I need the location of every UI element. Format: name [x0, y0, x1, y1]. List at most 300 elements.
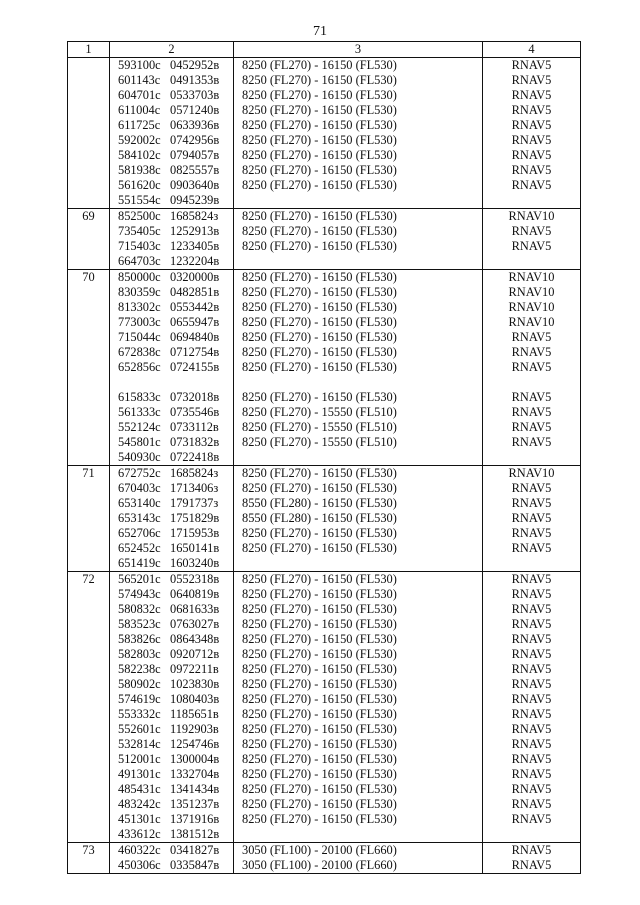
- nav-spec: RNAV5: [483, 617, 581, 632]
- coordinate-cell: [110, 797, 234, 812]
- longitude: 1713406з: [170, 481, 219, 495]
- altitude-range: 8250 (FL270) - 16150 (FL530): [234, 782, 483, 797]
- table-row: [68, 163, 581, 178]
- latitude: 552601с: [118, 722, 161, 736]
- route-number: [68, 360, 110, 375]
- nav-spec: RNAV5: [483, 345, 581, 360]
- altitude-range: 8250 (FL270) - 15550 (FL510): [234, 405, 483, 420]
- coordinate-cell: [110, 752, 234, 767]
- latitude: 491301с: [118, 767, 161, 781]
- coordinate-cell: [110, 73, 234, 88]
- longitude: 0452952в: [170, 58, 220, 72]
- latitude: 582803с: [118, 647, 161, 661]
- route-number: [68, 767, 110, 782]
- longitude: 0733112в: [170, 420, 219, 434]
- table-row: [68, 812, 581, 827]
- route-number: 69: [68, 209, 110, 225]
- route-number: [68, 239, 110, 254]
- latitude: 773003с: [118, 315, 161, 329]
- longitude: 1254746в: [170, 737, 220, 751]
- route-number: [68, 526, 110, 541]
- longitude: 1023830в: [170, 677, 220, 691]
- route-number: [68, 662, 110, 677]
- longitude: 1233405в: [170, 239, 220, 253]
- longitude: 0722418в: [170, 450, 220, 464]
- latitude: 451301с: [118, 812, 161, 826]
- coordinate-cell: [110, 843, 234, 859]
- route-number: [68, 118, 110, 133]
- table-row: [68, 360, 581, 375]
- coordinate-cell: [110, 420, 234, 435]
- longitude: 0903640в: [170, 178, 220, 192]
- longitude: 0742956в: [170, 133, 220, 147]
- latitude: 664703с: [118, 254, 161, 268]
- table-row: [68, 270, 581, 286]
- nav-spec: RNAV5: [483, 103, 581, 118]
- route-number: [68, 587, 110, 602]
- longitude: 1371916в: [170, 812, 220, 826]
- route-number: 73: [68, 843, 110, 859]
- table-row: [68, 677, 581, 692]
- altitude-range: 8250 (FL270) - 16150 (FL530): [234, 133, 483, 148]
- coordinate-cell: [110, 587, 234, 602]
- coordinate-cell: [110, 390, 234, 405]
- route-number: [68, 797, 110, 812]
- nav-spec: RNAV5: [483, 587, 581, 602]
- route-number: 72: [68, 572, 110, 588]
- table-row: [68, 420, 581, 435]
- nav-spec: RNAV5: [483, 435, 581, 450]
- route-number: [68, 300, 110, 315]
- longitude: 0341827в: [170, 843, 220, 857]
- altitude-range: [234, 827, 483, 843]
- latitude: 584102с: [118, 148, 161, 162]
- route-number: [68, 632, 110, 647]
- table-row: [68, 224, 581, 239]
- altitude-range: 8250 (FL270) - 16150 (FL530): [234, 73, 483, 88]
- latitude: 652706с: [118, 526, 161, 540]
- altitude-range: [234, 450, 483, 466]
- coordinate-cell: [110, 677, 234, 692]
- latitude: 715044с: [118, 330, 161, 344]
- route-number: [68, 330, 110, 345]
- nav-spec: RNAV5: [483, 88, 581, 103]
- table-row: [68, 315, 581, 330]
- route-number: 71: [68, 466, 110, 482]
- nav-spec: RNAV5: [483, 148, 581, 163]
- route-number: [68, 858, 110, 874]
- altitude-range: 8250 (FL270) - 16150 (FL530): [234, 692, 483, 707]
- coordinate-cell: [110, 617, 234, 632]
- coordinate-cell: [110, 632, 234, 647]
- coordinate-cell: [110, 782, 234, 797]
- latitude: 582238с: [118, 662, 161, 676]
- latitude: 715403с: [118, 239, 161, 253]
- altitude-range: 8250 (FL270) - 16150 (FL530): [234, 285, 483, 300]
- nav-spec: RNAV5: [483, 526, 581, 541]
- table-row: [68, 722, 581, 737]
- latitude: 653143с: [118, 511, 161, 525]
- header-col-4: 4: [483, 42, 581, 58]
- latitude: 850000с: [118, 270, 161, 284]
- table-row: [68, 707, 581, 722]
- table-header: [68, 42, 581, 58]
- altitude-range: 8250 (FL270) - 16150 (FL530): [234, 270, 483, 286]
- nav-spec: RNAV5: [483, 224, 581, 239]
- table-row: [68, 692, 581, 707]
- longitude: 0972211в: [170, 662, 219, 676]
- nav-spec: RNAV5: [483, 481, 581, 496]
- table-row: [68, 148, 581, 163]
- altitude-range: 8250 (FL270) - 16150 (FL530): [234, 526, 483, 541]
- nav-spec: [483, 375, 581, 390]
- table-row: [68, 602, 581, 617]
- altitude-range: 8250 (FL270) - 16150 (FL530): [234, 722, 483, 737]
- header-col-2: 2: [110, 42, 234, 58]
- coordinate-cell: [110, 148, 234, 163]
- longitude: 1381512в: [170, 827, 220, 841]
- altitude-range: 8250 (FL270) - 16150 (FL530): [234, 617, 483, 632]
- route-number: [68, 285, 110, 300]
- route-number: [68, 178, 110, 193]
- route-number: [68, 707, 110, 722]
- coordinate-cell: [110, 193, 234, 209]
- latitude: 485431с: [118, 782, 161, 796]
- nav-spec: RNAV5: [483, 239, 581, 254]
- coordinate-cell: [110, 270, 234, 286]
- route-number: [68, 405, 110, 420]
- altitude-range: 8250 (FL270) - 16150 (FL530): [234, 767, 483, 782]
- altitude-range: 8250 (FL270) - 15550 (FL510): [234, 435, 483, 450]
- coordinate-cell: [110, 285, 234, 300]
- altitude-range: 8250 (FL270) - 16150 (FL530): [234, 163, 483, 178]
- route-number: 70: [68, 270, 110, 286]
- header-col-3: 3: [234, 42, 483, 58]
- longitude: 0533703в: [170, 88, 220, 102]
- altitude-range: 8250 (FL270) - 16150 (FL530): [234, 103, 483, 118]
- coordinate-cell: [110, 858, 234, 874]
- nav-spec: RNAV5: [483, 496, 581, 511]
- nav-spec: [483, 556, 581, 572]
- latitude: 735405с: [118, 224, 161, 238]
- longitude: 0320000в: [170, 270, 220, 284]
- altitude-range: 8250 (FL270) - 16150 (FL530): [234, 224, 483, 239]
- coordinate-cell: [110, 178, 234, 193]
- nav-spec: RNAV5: [483, 73, 581, 88]
- coordinate-cell: [110, 496, 234, 511]
- altitude-range: 8250 (FL270) - 15550 (FL510): [234, 420, 483, 435]
- latitude: 830359с: [118, 285, 161, 299]
- altitude-range: 8250 (FL270) - 16150 (FL530): [234, 587, 483, 602]
- table-row: [68, 737, 581, 752]
- table-row: [68, 752, 581, 767]
- nav-spec: RNAV5: [483, 390, 581, 405]
- latitude: 611004с: [118, 103, 161, 117]
- longitude: 1715953в: [170, 526, 220, 540]
- latitude: 545801с: [118, 435, 161, 449]
- longitude: 1192903в: [170, 722, 219, 736]
- route-number: [68, 345, 110, 360]
- coordinate-cell: [110, 541, 234, 556]
- longitude: 0731832в: [170, 435, 220, 449]
- nav-spec: RNAV5: [483, 647, 581, 662]
- nav-spec: RNAV5: [483, 737, 581, 752]
- altitude-range: 8250 (FL270) - 16150 (FL530): [234, 466, 483, 482]
- route-number: [68, 375, 110, 390]
- altitude-range: 8250 (FL270) - 16150 (FL530): [234, 632, 483, 647]
- coordinate-cell: [110, 572, 234, 588]
- route-number: [68, 496, 110, 511]
- longitude: 0335847в: [170, 858, 220, 872]
- nav-spec: RNAV10: [483, 300, 581, 315]
- altitude-range: [234, 254, 483, 270]
- coordinate-cell: [110, 330, 234, 345]
- altitude-range: 8250 (FL270) - 16150 (FL530): [234, 572, 483, 588]
- nav-spec: RNAV5: [483, 858, 581, 874]
- coordinate-cell: [110, 163, 234, 178]
- table-row: [68, 193, 581, 209]
- route-number: [68, 88, 110, 103]
- route-number: [68, 541, 110, 556]
- table-row: [68, 390, 581, 405]
- longitude: 0655947в: [170, 315, 220, 329]
- coordinate-cell: [110, 209, 234, 225]
- table-row: [68, 797, 581, 812]
- latitude: 601143с: [118, 73, 161, 87]
- altitude-range: 8250 (FL270) - 16150 (FL530): [234, 330, 483, 345]
- longitude: 0920712в: [170, 647, 220, 661]
- nav-spec: RNAV5: [483, 511, 581, 526]
- longitude: 0694840в: [170, 330, 220, 344]
- table-row: [68, 375, 581, 390]
- longitude: 0712754в: [170, 345, 220, 359]
- nav-spec: RNAV5: [483, 812, 581, 827]
- route-number: [68, 193, 110, 209]
- route-number: [68, 133, 110, 148]
- route-number: [68, 103, 110, 118]
- nav-spec: RNAV5: [483, 707, 581, 722]
- route-number: [68, 737, 110, 752]
- nav-spec: RNAV5: [483, 843, 581, 859]
- latitude: 574943с: [118, 587, 161, 601]
- coordinate-cell: [110, 556, 234, 572]
- altitude-range: 8550 (FL280) - 16150 (FL530): [234, 496, 483, 511]
- coordinate-cell: [110, 315, 234, 330]
- table-row: [68, 858, 581, 874]
- route-number: [68, 812, 110, 827]
- table-row: [68, 827, 581, 843]
- table-row: [68, 88, 581, 103]
- altitude-range: 8250 (FL270) - 16150 (FL530): [234, 481, 483, 496]
- route-number: [68, 224, 110, 239]
- longitude: 0640819в: [170, 587, 220, 601]
- table-row: [68, 466, 581, 482]
- nav-spec: RNAV10: [483, 209, 581, 225]
- table-row: [68, 103, 581, 118]
- altitude-range: [234, 556, 483, 572]
- nav-spec: RNAV5: [483, 178, 581, 193]
- latitude: 532814с: [118, 737, 161, 751]
- page-number: 71: [313, 24, 327, 39]
- coordinate-cell: [110, 300, 234, 315]
- longitude: 0735546в: [170, 405, 220, 419]
- route-number: [68, 827, 110, 843]
- nav-spec: RNAV10: [483, 466, 581, 482]
- route-number: [68, 148, 110, 163]
- longitude: 1300004в: [170, 752, 220, 766]
- table-row: [68, 526, 581, 541]
- altitude-range: 3050 (FL100) - 20100 (FL660): [234, 858, 483, 874]
- header-row: [68, 42, 581, 58]
- coordinate-cell: [110, 662, 234, 677]
- altitude-range: 8250 (FL270) - 16150 (FL530): [234, 360, 483, 375]
- altitude-range: 8250 (FL270) - 16150 (FL530): [234, 797, 483, 812]
- altitude-range: 8250 (FL270) - 16150 (FL530): [234, 88, 483, 103]
- table-row: [68, 587, 581, 602]
- table-row: [68, 632, 581, 647]
- coordinate-cell: [110, 602, 234, 617]
- coordinate-cell: [110, 118, 234, 133]
- latitude: 561333с: [118, 405, 161, 419]
- longitude: 0571240в: [170, 103, 220, 117]
- route-number: [68, 254, 110, 270]
- coordinate-cell: [110, 58, 234, 74]
- nav-spec: RNAV5: [483, 767, 581, 782]
- longitude: 0945239в: [170, 193, 220, 207]
- table-row: [68, 782, 581, 797]
- route-number: [68, 722, 110, 737]
- longitude: 1603240в: [170, 556, 220, 570]
- table-row: [68, 345, 581, 360]
- altitude-range: 8250 (FL270) - 16150 (FL530): [234, 300, 483, 315]
- longitude: 1685824з: [170, 209, 219, 223]
- altitude-range: 8250 (FL270) - 16150 (FL530): [234, 737, 483, 752]
- nav-spec: RNAV5: [483, 330, 581, 345]
- coordinate-cell: [110, 375, 234, 390]
- coordinate-cell: [110, 767, 234, 782]
- coordinate-cell: [110, 254, 234, 270]
- nav-spec: RNAV10: [483, 270, 581, 286]
- longitude: 0732018в: [170, 390, 220, 404]
- coordinate-cell: [110, 450, 234, 466]
- table-row: [68, 118, 581, 133]
- route-number: [68, 602, 110, 617]
- altitude-range: 8250 (FL270) - 16150 (FL530): [234, 647, 483, 662]
- longitude: 1080403в: [170, 692, 220, 706]
- altitude-range: [234, 193, 483, 209]
- route-number: [68, 58, 110, 74]
- altitude-range: 8250 (FL270) - 16150 (FL530): [234, 390, 483, 405]
- latitude: 604701с: [118, 88, 161, 102]
- altitude-range: 8250 (FL270) - 16150 (FL530): [234, 752, 483, 767]
- table-row: [68, 662, 581, 677]
- latitude: 552124с: [118, 420, 161, 434]
- table-row: [68, 450, 581, 466]
- route-number: [68, 677, 110, 692]
- route-number: [68, 617, 110, 632]
- nav-spec: RNAV5: [483, 677, 581, 692]
- table-row: [68, 572, 581, 588]
- altitude-range: 8250 (FL270) - 16150 (FL530): [234, 812, 483, 827]
- route-number: [68, 390, 110, 405]
- table-row: [68, 73, 581, 88]
- longitude: 0553442в: [170, 300, 220, 314]
- altitude-range: 8250 (FL270) - 16150 (FL530): [234, 239, 483, 254]
- table-row: [68, 541, 581, 556]
- altitude-range: 8250 (FL270) - 16150 (FL530): [234, 148, 483, 163]
- altitude-range: 8250 (FL270) - 16150 (FL530): [234, 662, 483, 677]
- coordinate-cell: [110, 707, 234, 722]
- latitude: 553332с: [118, 707, 161, 721]
- nav-spec: RNAV5: [483, 163, 581, 178]
- table-row: [68, 556, 581, 572]
- nav-spec: RNAV5: [483, 797, 581, 812]
- route-number: [68, 315, 110, 330]
- latitude: 551554с: [118, 193, 161, 207]
- nav-spec: RNAV5: [483, 541, 581, 556]
- latitude: 540930с: [118, 450, 161, 464]
- longitude: 0794057в: [170, 148, 220, 162]
- altitude-range: 8250 (FL270) - 16150 (FL530): [234, 541, 483, 556]
- altitude-range: 3050 (FL100) - 20100 (FL660): [234, 843, 483, 859]
- latitude: 652856с: [118, 360, 161, 374]
- nav-spec: RNAV5: [483, 632, 581, 647]
- table-row: [68, 617, 581, 632]
- latitude: 672752с: [118, 466, 161, 480]
- nav-spec: RNAV5: [483, 405, 581, 420]
- table-row: [68, 647, 581, 662]
- longitude: 0552318в: [170, 572, 220, 586]
- longitude: 1650141в: [170, 541, 220, 555]
- coordinate-cell: [110, 239, 234, 254]
- nav-spec: RNAV5: [483, 118, 581, 133]
- longitude: 1252913в: [170, 224, 220, 238]
- route-number: [68, 73, 110, 88]
- latitude: 653140с: [118, 496, 161, 510]
- coordinate-cell: [110, 224, 234, 239]
- longitude: 1791737з: [170, 496, 219, 510]
- route-number: [68, 752, 110, 767]
- nav-spec: RNAV5: [483, 58, 581, 74]
- coordinate-cell: [110, 405, 234, 420]
- altitude-range: 8250 (FL270) - 16150 (FL530): [234, 118, 483, 133]
- latitude: 615833с: [118, 390, 161, 404]
- latitude: 581938с: [118, 163, 161, 177]
- nav-spec: RNAV5: [483, 662, 581, 677]
- table-row: [68, 209, 581, 225]
- latitude: 583523с: [118, 617, 161, 631]
- table-row: [68, 843, 581, 859]
- altitude-range: 8250 (FL270) - 16150 (FL530): [234, 58, 483, 74]
- table-row: [68, 511, 581, 526]
- table-body: [68, 58, 581, 874]
- coordinate-cell: [110, 827, 234, 843]
- nav-spec: RNAV5: [483, 692, 581, 707]
- nav-spec: RNAV10: [483, 285, 581, 300]
- nav-spec: [483, 827, 581, 843]
- nav-spec: RNAV5: [483, 722, 581, 737]
- longitude: 1685824з: [170, 466, 219, 480]
- latitude: 450306с: [118, 858, 161, 872]
- route-number: [68, 556, 110, 572]
- table-row: [68, 496, 581, 511]
- latitude: 483242с: [118, 797, 161, 811]
- table-row: [68, 178, 581, 193]
- longitude: 0681633в: [170, 602, 220, 616]
- coordinate-cell: [110, 511, 234, 526]
- table-row: [68, 405, 581, 420]
- coordinate-cell: [110, 737, 234, 752]
